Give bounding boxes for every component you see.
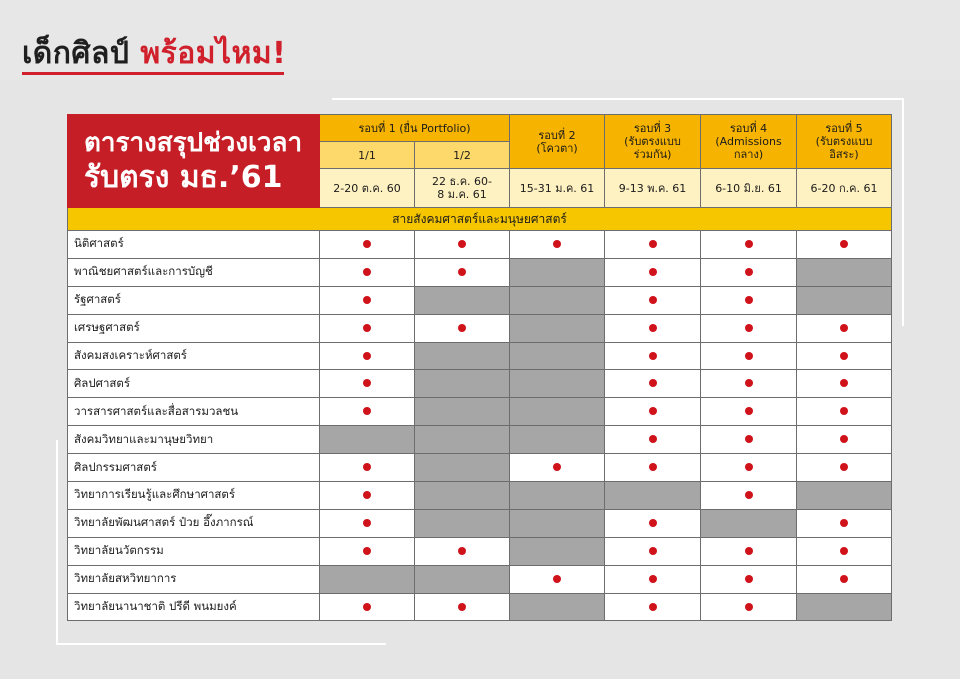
round-open-cell: [701, 370, 797, 398]
round-open-cell: [510, 454, 605, 482]
table-row: [68, 286, 892, 314]
table-row: [68, 342, 892, 370]
available-dot-icon: [840, 324, 848, 332]
round-open-cell: [701, 314, 797, 342]
table-row: [68, 231, 892, 259]
faculty-name: วิทยาการเรียนรู้และศึกษาศาสตร์: [68, 482, 320, 510]
available-dot-icon: [745, 352, 753, 360]
brand-title-main: เด็กศิลป์: [22, 36, 130, 71]
round-open-cell: [320, 509, 415, 537]
available-dot-icon: [649, 575, 657, 583]
round-1-2-dates: 22 ธ.ค. 60- 8 ม.ค. 61: [415, 169, 510, 208]
round-4-dates: 6-10 มิ.ย. 61: [701, 169, 797, 208]
round-open-cell: [415, 593, 510, 621]
faculty-name: วารสารศาสตร์และสื่อสารมวลชน: [68, 398, 320, 426]
available-dot-icon: [553, 240, 561, 248]
frame-line-top: [332, 98, 904, 100]
round-open-cell: [701, 231, 797, 259]
round-closed-cell: [320, 565, 415, 593]
available-dot-icon: [363, 463, 371, 471]
available-dot-icon: [745, 491, 753, 499]
round-closed-cell: [701, 509, 797, 537]
available-dot-icon: [553, 575, 561, 583]
round-closed-cell: [510, 482, 605, 510]
faculty-name: วิทยาลัยนวัตกรรม: [68, 537, 320, 565]
round-open-cell: [415, 314, 510, 342]
round-open-cell: [701, 565, 797, 593]
available-dot-icon: [458, 268, 466, 276]
round-open-cell: [320, 231, 415, 259]
round-open-cell: [797, 426, 892, 454]
round-1-1-dates: 2-20 ต.ค. 60: [320, 169, 415, 208]
round-5-dates: 6-20 ก.ค. 61: [797, 169, 892, 208]
table-row: [68, 314, 892, 342]
available-dot-icon: [649, 240, 657, 248]
available-dot-icon: [363, 379, 371, 387]
round-open-cell: [320, 258, 415, 286]
round-closed-cell: [510, 258, 605, 286]
round-closed-cell: [510, 286, 605, 314]
brand-title: [22, 30, 286, 77]
table-row: [68, 565, 892, 593]
round-closed-cell: [510, 537, 605, 565]
round-open-cell: [701, 258, 797, 286]
round-open-cell: [797, 231, 892, 259]
round-open-cell: [605, 454, 701, 482]
available-dot-icon: [363, 352, 371, 360]
round-closed-cell: [415, 426, 510, 454]
table-title-line2: รับตรง มธ.’61: [84, 160, 283, 195]
round-open-cell: [605, 593, 701, 621]
available-dot-icon: [649, 379, 657, 387]
round-open-cell: [320, 454, 415, 482]
round-closed-cell: [510, 370, 605, 398]
available-dot-icon: [649, 435, 657, 443]
table-row: [68, 398, 892, 426]
table-row: [68, 258, 892, 286]
round-closed-cell: [415, 509, 510, 537]
available-dot-icon: [745, 324, 753, 332]
faculty-name: สังคมวิทยาและมานุษยวิทยา: [68, 426, 320, 454]
round-open-cell: [605, 537, 701, 565]
available-dot-icon: [649, 268, 657, 276]
available-dot-icon: [363, 268, 371, 276]
round-open-cell: [701, 537, 797, 565]
table-row: [68, 593, 892, 621]
faculty-name: ศิลปกรรมศาสตร์: [68, 454, 320, 482]
round-open-cell: [320, 593, 415, 621]
round-closed-cell: [510, 314, 605, 342]
faculty-name: พาณิชยศาสตร์และการบัญชี: [68, 258, 320, 286]
round-5-header: รอบที่ 5 (รับตรงแบบ อิสระ): [797, 115, 892, 169]
round-2-dates: 15-31 ม.ค. 61: [510, 169, 605, 208]
available-dot-icon: [745, 379, 753, 387]
available-dot-icon: [363, 407, 371, 415]
faculty-name: นิติศาสตร์: [68, 231, 320, 259]
faculty-name: สังคมสงเคราะห์ศาสตร์: [68, 342, 320, 370]
faculty-name: วิทยาลัยสหวิทยาการ: [68, 565, 320, 593]
round-closed-cell: [320, 426, 415, 454]
round-closed-cell: [510, 398, 605, 426]
available-dot-icon: [840, 575, 848, 583]
round-open-cell: [320, 286, 415, 314]
available-dot-icon: [458, 324, 466, 332]
round-open-cell: [510, 565, 605, 593]
round-closed-cell: [415, 565, 510, 593]
round-closed-cell: [415, 482, 510, 510]
available-dot-icon: [363, 324, 371, 332]
round-closed-cell: [510, 342, 605, 370]
round-open-cell: [415, 537, 510, 565]
available-dot-icon: [840, 519, 848, 527]
round-closed-cell: [415, 454, 510, 482]
round-closed-cell: [415, 398, 510, 426]
round-open-cell: [605, 258, 701, 286]
round-open-cell: [605, 370, 701, 398]
available-dot-icon: [363, 547, 371, 555]
round-open-cell: [415, 231, 510, 259]
round-open-cell: [797, 342, 892, 370]
available-dot-icon: [840, 240, 848, 248]
available-dot-icon: [745, 463, 753, 471]
round-open-cell: [320, 370, 415, 398]
available-dot-icon: [363, 491, 371, 499]
round-open-cell: [320, 314, 415, 342]
round-open-cell: [701, 593, 797, 621]
round-closed-cell: [510, 509, 605, 537]
available-dot-icon: [458, 240, 466, 248]
frame-line-left: [56, 440, 58, 645]
round-closed-cell: [797, 286, 892, 314]
round-1-sub-1: 1/1: [320, 142, 415, 169]
faculty-name: รัฐศาสตร์: [68, 286, 320, 314]
available-dot-icon: [553, 463, 561, 471]
available-dot-icon: [840, 435, 848, 443]
available-dot-icon: [363, 519, 371, 527]
round-open-cell: [605, 342, 701, 370]
table-row: [68, 370, 892, 398]
available-dot-icon: [745, 575, 753, 583]
round-4-header: รอบที่ 4 (Admissions กลาง): [701, 115, 797, 169]
round-open-cell: [701, 426, 797, 454]
round-open-cell: [701, 482, 797, 510]
round-open-cell: [605, 509, 701, 537]
available-dot-icon: [649, 324, 657, 332]
round-open-cell: [797, 565, 892, 593]
round-closed-cell: [605, 482, 701, 510]
table-row: [68, 509, 892, 537]
brand-title-accent: พร้อมไหม!: [140, 36, 287, 71]
faculty-name: วิทยาลัยพัฒนศาสตร์ ป๋วย อึ๊งภากรณ์: [68, 509, 320, 537]
available-dot-icon: [649, 296, 657, 304]
round-open-cell: [701, 398, 797, 426]
round-3-header: รอบที่ 3 (รับตรงแบบ ร่วมกัน): [605, 115, 701, 169]
faculty-name: เศรษฐศาสตร์: [68, 314, 320, 342]
available-dot-icon: [745, 407, 753, 415]
round-open-cell: [701, 286, 797, 314]
frame-line-right: [902, 98, 904, 326]
available-dot-icon: [745, 435, 753, 443]
available-dot-icon: [649, 603, 657, 611]
frame-line-bottom: [56, 643, 386, 645]
table-row: [68, 426, 892, 454]
round-closed-cell: [510, 593, 605, 621]
round-open-cell: [415, 258, 510, 286]
available-dot-icon: [840, 352, 848, 360]
round-open-cell: [797, 509, 892, 537]
available-dot-icon: [649, 519, 657, 527]
round-open-cell: [701, 454, 797, 482]
round-open-cell: [605, 286, 701, 314]
round-closed-cell: [797, 258, 892, 286]
available-dot-icon: [649, 352, 657, 360]
available-dot-icon: [745, 603, 753, 611]
table-row: [68, 537, 892, 565]
round-open-cell: [797, 398, 892, 426]
faculty-name: วิทยาลัยนานาชาติ ปรีดี พนมยงค์: [68, 593, 320, 621]
available-dot-icon: [840, 407, 848, 415]
table-title-block: [68, 115, 320, 208]
round-closed-cell: [415, 286, 510, 314]
brand-underline: [22, 72, 284, 75]
admission-summary-table-wrap: [67, 114, 891, 621]
table-row: [68, 454, 892, 482]
round-open-cell: [605, 565, 701, 593]
table-title-line1: ตารางสรุปช่วงเวลา: [84, 128, 303, 158]
round-open-cell: [605, 426, 701, 454]
available-dot-icon: [458, 547, 466, 555]
available-dot-icon: [745, 240, 753, 248]
round-open-cell: [797, 537, 892, 565]
faculty-name: ศิลปศาสตร์: [68, 370, 320, 398]
round-open-cell: [510, 231, 605, 259]
round-open-cell: [701, 342, 797, 370]
available-dot-icon: [745, 268, 753, 276]
available-dot-icon: [363, 603, 371, 611]
round-closed-cell: [510, 426, 605, 454]
round-closed-cell: [797, 593, 892, 621]
available-dot-icon: [840, 547, 848, 555]
table-row: [68, 482, 892, 510]
group-header: สายสังคมศาสตร์และมนุษยศาสตร์: [68, 208, 892, 231]
available-dot-icon: [745, 547, 753, 555]
round-closed-cell: [415, 342, 510, 370]
round-open-cell: [797, 314, 892, 342]
round-2-header: รอบที่ 2 (โควตา): [510, 115, 605, 169]
available-dot-icon: [840, 379, 848, 387]
round-1-sub-2: 1/2: [415, 142, 510, 169]
round-open-cell: [605, 314, 701, 342]
round-open-cell: [320, 342, 415, 370]
round-open-cell: [797, 454, 892, 482]
round-open-cell: [605, 398, 701, 426]
round-open-cell: [797, 370, 892, 398]
round-closed-cell: [415, 370, 510, 398]
round-open-cell: [320, 482, 415, 510]
round-open-cell: [605, 231, 701, 259]
round-closed-cell: [797, 482, 892, 510]
available-dot-icon: [458, 603, 466, 611]
round-1-header: รอบที่ 1 (ยื่น Portfolio): [320, 115, 510, 142]
round-3-dates: 9-13 พ.ค. 61: [605, 169, 701, 208]
available-dot-icon: [649, 547, 657, 555]
round-open-cell: [320, 537, 415, 565]
available-dot-icon: [649, 463, 657, 471]
available-dot-icon: [363, 240, 371, 248]
available-dot-icon: [840, 463, 848, 471]
available-dot-icon: [745, 296, 753, 304]
admission-summary-table: [67, 114, 892, 621]
available-dot-icon: [363, 296, 371, 304]
available-dot-icon: [649, 407, 657, 415]
round-open-cell: [320, 398, 415, 426]
